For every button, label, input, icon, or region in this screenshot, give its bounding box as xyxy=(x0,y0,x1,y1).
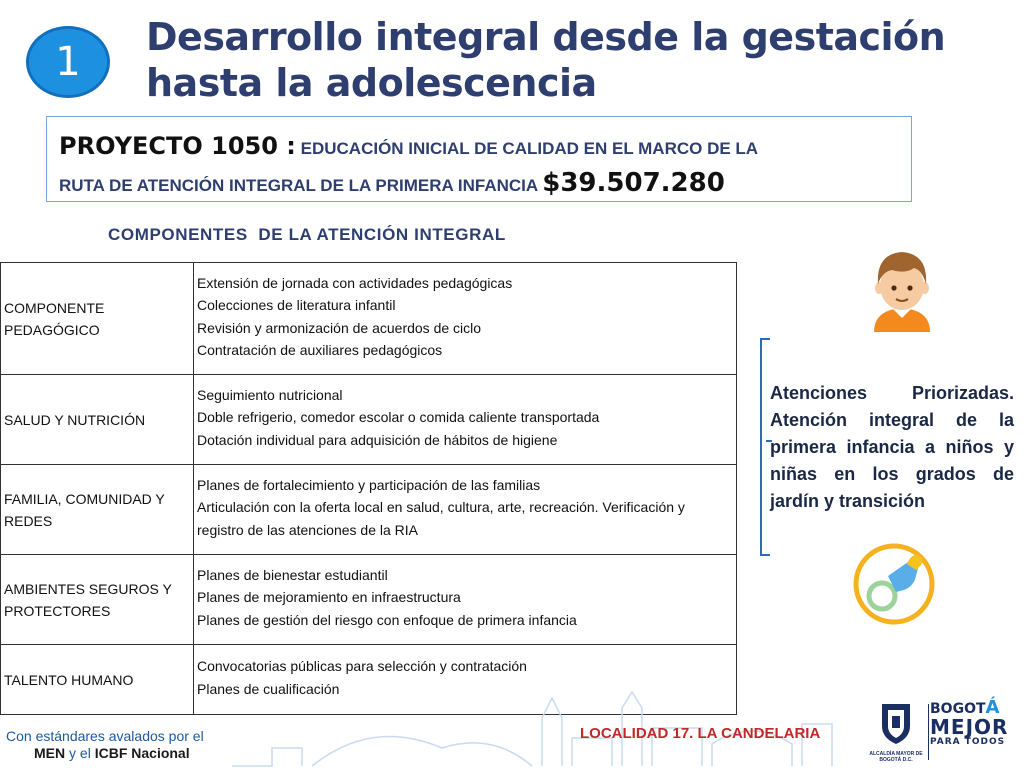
component-item: Extensión de jornada con actividades pedagógicas xyxy=(197,274,513,291)
component-item: Revisión y armonización de acuerdos de ciclo xyxy=(197,319,482,336)
footer-locality: LOCALIDAD 17. LA CANDELARIA xyxy=(580,725,821,742)
project-box xyxy=(46,116,912,202)
component-items xyxy=(194,465,737,555)
table-row xyxy=(1,465,737,555)
title-line-2: hasta la adolescencia xyxy=(146,61,597,105)
bogota-logo-accent: Á xyxy=(985,697,1000,718)
component-item: Planes de bienestar estudiantil xyxy=(197,566,388,583)
project-line-2 xyxy=(59,166,899,203)
slide-number-badge: 1 xyxy=(26,26,110,98)
logo-divider xyxy=(928,704,929,760)
table-row xyxy=(1,375,737,465)
component-name: FAMILIA, COMUNIDAD Y REDES xyxy=(1,465,194,555)
component-item: Colecciones de literatura infantil xyxy=(197,297,396,313)
child-boy-icon xyxy=(866,244,938,332)
component-item: Seguimiento nutricional xyxy=(197,386,343,403)
footer-standards xyxy=(6,728,204,762)
footer-icbf: ICBF Nacional xyxy=(94,745,190,761)
component-item: Contratación de auxiliares pedagógicos xyxy=(197,342,443,358)
title-line-1: Desarrollo integral desde la gestación xyxy=(146,15,946,59)
project-amount: $39.507.280 xyxy=(542,168,725,198)
footer-men: MEN xyxy=(34,745,66,761)
pacifier-icon xyxy=(852,542,936,626)
component-name: SALUD Y NUTRICIÓN xyxy=(1,375,194,465)
component-items xyxy=(194,263,737,375)
component-name: COMPONENTE PEDAGÓGICO xyxy=(1,263,194,375)
component-items xyxy=(194,375,737,465)
component-items xyxy=(194,555,737,645)
project-line-1 xyxy=(59,129,899,166)
project-label: PROYECTO 1050 : xyxy=(59,132,296,160)
table-row xyxy=(1,555,737,645)
project-name-part-2: RUTA DE ATENCIÓN INTEGRAL DE LA PRIMERA INFANCIA xyxy=(59,176,538,195)
component-item: Dotación individual para adquisición de hábitos de higiene xyxy=(197,431,558,448)
bogota-logo-bogot: BOGOT xyxy=(930,701,986,717)
component-item: Doble refrigerio, comedor escolar o comida caliente transportada xyxy=(197,409,600,426)
component-item: Planes de mejoramiento en infraestructura xyxy=(197,589,461,606)
coat-of-arms-icon xyxy=(866,700,926,746)
bogota-logo-line2: MEJOR xyxy=(930,715,1009,739)
page-title xyxy=(146,14,946,106)
component-name: TALENTO HUMANO xyxy=(1,645,194,715)
component-item: Articulación con la oferta local en salud, cultura, arte, recreación. Verificación y registro de las atenciones de la RIA xyxy=(197,499,685,538)
section-title: COMPONENTES DE LA ATENCIÓN INTEGRAL xyxy=(108,225,506,244)
footer-and: y el xyxy=(65,745,95,761)
bogota-logo-line3: PARA TODOS xyxy=(930,737,1006,747)
alcaldia-logo-text: ALCALDÍA MAYOR DE BOGOTÁ D.C. xyxy=(869,751,923,763)
component-name: AMBIENTES SEGUROS Y PROTECTORES xyxy=(1,555,194,645)
component-item: Planes de cualificación xyxy=(197,680,340,697)
component-item: Planes de gestión del riesgo con enfoque de primera infancia xyxy=(197,611,577,628)
footer-standards-line2 xyxy=(6,745,204,762)
project-name-part-1: EDUCACIÓN INICIAL DE CALIDAD EN EL MARCO DE LA xyxy=(300,139,759,158)
table-row xyxy=(1,263,737,375)
attentions-bracket xyxy=(760,338,770,556)
components-table xyxy=(0,262,737,715)
component-item: Convocatorias públicas para selección y contratación xyxy=(197,658,527,674)
footer-standards-line1: Con estándares avalados por el xyxy=(6,728,204,744)
alcaldia-logo xyxy=(866,700,926,762)
bogota-mejor-logo xyxy=(930,697,1020,760)
component-item: Planes de fortalecimiento y participación de las familias xyxy=(197,476,541,493)
attentions-text: Atenciones Priorizadas. Atención integral de la primera infancia a niños y niñas en los grados de jardín y transición xyxy=(770,383,1014,511)
